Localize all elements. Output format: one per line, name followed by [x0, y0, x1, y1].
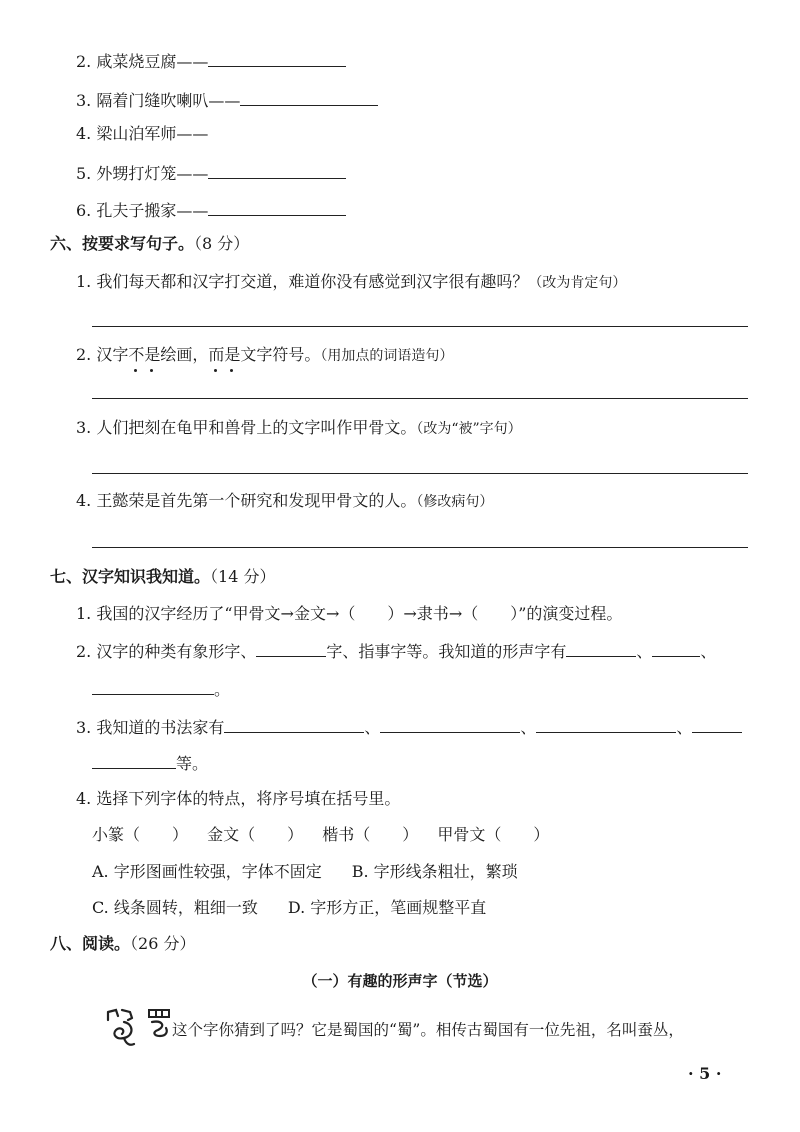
- section-8-heading: 八、阅读。（26 分）: [50, 934, 196, 953]
- reading-title: （一）有趣的形声字（节选）: [302, 972, 498, 990]
- answer-blank[interactable]: [652, 640, 700, 657]
- arrow-icon: →: [403, 604, 417, 623]
- option-c: C. 线条圆转，粗细一致: [92, 898, 258, 917]
- answer-blank[interactable]: [256, 640, 326, 657]
- answer-blank[interactable]: [92, 678, 214, 695]
- answer-blank[interactable]: [208, 50, 346, 67]
- option-b: B. 字形线条粗壮，繁琐: [351, 862, 518, 881]
- s6-question-4: 4. 王懿荣是首先第一个研究和发现甲骨文的人。（修改病句）: [76, 491, 494, 510]
- riddle-4: 4. 梁山泊军师——: [76, 124, 209, 143]
- s7-question-3-cont: 等。: [92, 752, 208, 774]
- answer-bracket[interactable]: （ ）”的演变过程。: [462, 604, 623, 623]
- s7-question-1: 1. 我国的汉字经历了“甲骨文→金文→（ ）→隶书→（ ）”的演变过程。: [76, 604, 623, 623]
- option-row-2: [92, 898, 486, 918]
- font-kaishu[interactable]: 楷书（ ）: [322, 825, 419, 844]
- riddle-3: 3. 隔着门缝吹喇叭——: [76, 89, 378, 111]
- arrow-icon: →: [280, 604, 294, 623]
- answer-blank[interactable]: [380, 716, 520, 733]
- emphasis-dot: [134, 369, 137, 372]
- arrow-icon: →: [448, 604, 463, 623]
- riddle-5: 5. 外甥打灯笼——: [76, 162, 346, 184]
- emphasis-dot: [214, 369, 217, 372]
- option-a: A. 字形图画性较强，字体不固定: [92, 862, 322, 881]
- s7-question-4: 4. 选择下列字体的特点，将序号填在括号里。: [76, 789, 401, 808]
- answer-line[interactable]: [92, 398, 748, 399]
- answer-blank[interactable]: [208, 199, 346, 216]
- font-jinwen[interactable]: 金文（ ）: [207, 825, 304, 844]
- arrow-icon: →: [325, 604, 340, 623]
- font-xiaozhuan[interactable]: 小篆（ ）: [92, 825, 189, 844]
- reading-paragraph: 这个字你猜到了吗？它是蜀国的“蜀”。相传古蜀国有一位先祖，名叫蚕丛，: [172, 1021, 684, 1039]
- font-type-row: [92, 825, 549, 845]
- riddle-2: 2. 咸菜烧豆腐——: [76, 50, 346, 72]
- option-d: D. 字形方正，笔画规整平直: [287, 898, 487, 917]
- section-6-heading: 六、按要求写句子。（8 分）: [50, 234, 250, 253]
- riddle-6: 6. 孔夫子搬家——: [76, 199, 346, 221]
- s6-question-3: 3. 人们把刻在龟甲和兽骨上的文字叫作甲骨文。（改为“被”字句）: [76, 418, 522, 437]
- emphasis-dot: [150, 369, 153, 372]
- answer-line[interactable]: [92, 547, 748, 548]
- answer-bracket[interactable]: （ ）: [339, 604, 404, 623]
- answer-blank[interactable]: [692, 716, 742, 733]
- answer-blank[interactable]: [566, 640, 636, 657]
- ancient-shu-glyph-1: [104, 1006, 138, 1050]
- section-7-heading: 七、汉字知识我知道。（14 分）: [50, 567, 276, 586]
- s6-question-1: 1. 我们每天都和汉字打交道，难道你没有感觉到汉字很有趣吗？（改为肯定句）: [76, 272, 627, 291]
- emphasis-dot: [230, 369, 233, 372]
- page-number: · 5 ·: [688, 1064, 722, 1083]
- ancient-shu-glyph-2: [146, 1006, 172, 1040]
- s7-question-2-cont: 。: [92, 678, 230, 700]
- answer-blank[interactable]: [92, 752, 176, 769]
- s7-question-3: 3. 我知道的书法家有 、 、 、: [76, 716, 742, 738]
- answer-blank[interactable]: [240, 89, 378, 106]
- answer-blank[interactable]: [224, 716, 364, 733]
- answer-blank[interactable]: [208, 162, 346, 179]
- answer-blank[interactable]: [536, 716, 676, 733]
- answer-line[interactable]: [92, 473, 748, 474]
- option-row-1: [92, 862, 518, 882]
- s6-question-2: 2. 汉字不是绘画，而是文字符号。（用加点的词语造句）: [76, 345, 454, 364]
- s7-question-2: 2. 汉字的种类有象形字、 字、指事字等。我知道的形声字有 、 、: [76, 642, 717, 661]
- answer-line[interactable]: [92, 326, 748, 327]
- font-jiaguwen[interactable]: 甲骨文（ ）: [437, 825, 550, 844]
